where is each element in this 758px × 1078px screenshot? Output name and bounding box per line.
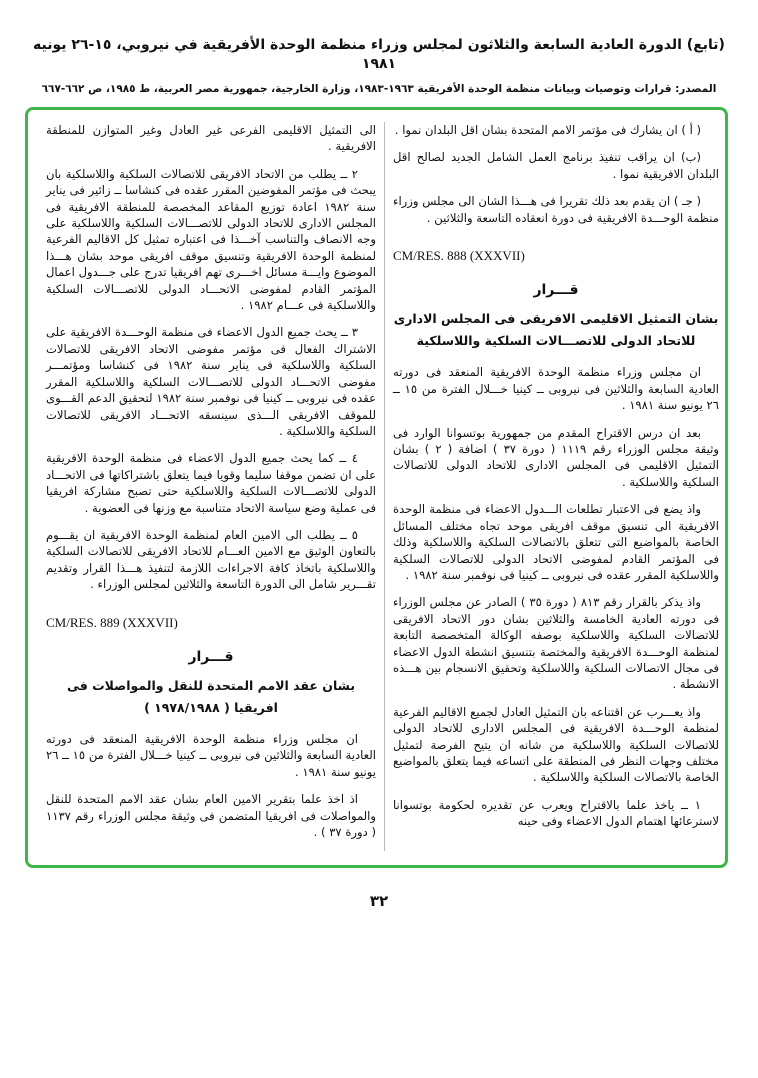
resolution-code-888: CM/RES. 888 (XXXVII) [393, 248, 525, 264]
paragraph-text: واذ يذكر بالقرار رقم ٨١٣ ( دورة ٣٥ ) الصادر عن مجلس الوزراء فى دورته العادية الخامسة والثلاثين بشان دور الاتحاد الافريقى للاتصالات السلكية واللاسلكية بوصفه الوكالة المتخصصة التابعة لمنظمة الوحـــدة الافريقية والمختصة بتنسيق انشطة الدول الاعضاء فى مجال الاتصالات السلكية واللاسلكية وتحقيق الانسجام بين هـــذه الانشطة . [393, 595, 719, 692]
item-text: ( جـ ) ان يقدم بعد ذلك تقريرا فى هـــذا الشان الى مجلس وزراء منظمة الوحـــدة الافريقية فى دورة انعقاده التاسعة والثلاثين . [393, 194, 719, 225]
paragraph-text: ٢ ــ يطلب من الاتحاد الافريقى للاتصالات السلكية واللاسلكية بان يبحث فى مؤتمر المفوضين المقرر عقده فى كنشاسا ــ زائير فى يناير سنة ١٩٨٢ اعادة توزيع المقاعد المخصصة للمنطقة الافريقية فى المجلس الادارى للاتحاد الدولى للاتصـــالات السلكية واللاسلكية على وجه الانصاف والتناسب آخـــذا فى اعتباره تمثيل كل الاقاليم الفرعية لمنظمة الوحدة الافريقية وتنسيق موقف افريقى موحد بشان هـــذا الموضوع وايـــة مسائل اخـــرى تهم افريقيا تدرج على جـــدول اعمال المؤتمر القادم لمفوضى الاتحـــاد الدولى للاتصـــالات السلكية واللاسلكية فى عـــام ١٩٨٢ . [46, 166, 376, 313]
paragraph-text: ١ ــ ياخذ علما بالاقتراح ويعرب عن تقديره لحكومة بوتسوانا لاسترعائها اهتمام الدول الاعضاء وفى حينه [393, 797, 719, 829]
paragraph-text: اذ اخذ علما بتقرير الامين العام بشان عقد الامم المتحدة للنقل والمواصلات فى افريقيا المتضمن فى وثيقة مجلس الوزراء رقم ١١٣٧ ( دورة ٣٧ ) . [46, 792, 376, 839]
item-text: (ب) ان يراقب تنفيذ برنامج العمل الشامل الجديد لصالح اقل البلدان الافريقية نموا . [393, 150, 719, 181]
paragraph [393, 797, 719, 830]
paragraph [46, 324, 376, 439]
column-divider [384, 122, 385, 851]
item-text: ( أ ) ان يشارك فى مؤتمر الامم المتحدة بشان اقل البلدان نموا . [394, 123, 701, 137]
page-frame [25, 107, 728, 868]
page-number: ٣٢ [369, 892, 389, 911]
paragraph-text: الى التمثيل الاقليمى الفرعى غير العادل وغير المتوازن للمنطقة الافريقية . [46, 123, 376, 154]
left-column [46, 122, 376, 851]
header-source: المصدر: قرارات وتوصيات وبيانات منظمة الوحدة الأفريقية ١٩٦٣-١٩٨٣، وزارة الخارجية، جمهورية مصر العربية، ط ١٩٨٥، ص ٦٦٢-٦٦٧ [41, 83, 717, 95]
resolution-code-889: CM/RES. 889 (XXXVII) [46, 614, 178, 630]
paragraph [46, 527, 376, 593]
paragraph [46, 731, 376, 780]
paragraph [393, 501, 719, 583]
decision-heading: قـــرار [188, 648, 234, 665]
resolution-title-line1: بشان التمثيل الاقليمى الافريقى فى المجلس الادارى [393, 311, 719, 327]
paragraph-text: ٥ ــ يطلب الى الامين العام لمنظمة الوحدة الافريقية ان يقـــوم بالتعاون الوثيق مع الامين العـــام للاتحاد الافريقى للاتصالات السلكية واللاسلكية باتخاذ كافة الاجراءات اللازمة لتنفيذ هـــذا القرار وتقديم تقـــرير شامل الى الدورة التاسعة والثلاثين لمجلس الوزراء . [46, 527, 376, 592]
paragraph-text: ان مجلس وزراء منظمة الوحدة الافريقية المنعقد فى دورته العادية السابعة والثلاثين فى نيروبى ــ كينيا خـــلال الفترة من ١٥ ــ ٢٦ يونيو سنة ١٩٨١ . [393, 365, 719, 413]
header-title: (تابع) الدورة العادية السابعة والثلاثون لمجلس وزراء منظمة الوحدة الأفريقية في نيروبي، ١٥-٢٦ يونيه ١٩٨١ [33, 37, 725, 72]
item-b [393, 149, 719, 182]
paragraph [393, 364, 719, 413]
paragraph-text: ان مجلس وزراء منظمة الوحدة الافريقية المنعقد فى دورته العادية السابعة والثلاثين فى نيروبى ــ كينيا خـــلال الفترة من ١٥ ــ ٢٦ يونيو سنة ١٩٨١ . [46, 731, 376, 779]
paragraph [46, 791, 376, 840]
paragraph-text: بعد ان درس الاقتراح المقدم من جمهورية بوتسوانا الوارد فى وثيقة مجلس الوزراء رقم ١١١٩ ( دورة ٣٧ ) اضافة ( ٢ ) بشان التمثيل الاقليمى فى المجلس الادارى للاتحاد الدولى للاتصالات السلكية واللاسلكية . [393, 425, 719, 489]
resolution-title-line2: افريقيا ( ١٩٧٨/١٩٨٨ ) [144, 699, 278, 715]
item-a [393, 122, 719, 138]
paragraph-text: ٤ ــ كما يحث جميع الدول الاعضاء فى منظمة الوحدة الافريقية على ان تضمن موقفا سليما وقويا فيما يتعلق باشتراكاتها فى الاتحـــاد الدولى للاتصـــالات السلكية واللاسلكية حتى تصبح مشاركة افريقيا فى عملية وضع سياسة الاتحاد متناسبة مع وزنها فى العضوية . [46, 451, 376, 515]
item-c [393, 193, 719, 226]
paragraph [393, 594, 719, 692]
paragraph-text: ٣ ــ يحث جميع الدول الاعضاء فى منظمة الوحـــدة الافريقية على الاشتراك الفعال فى مؤتمر مفوضى الاتحاد الافريقى للاتصالات السلكية واللاسلكية فى يناير سنة ١٩٨٢ فى كنشاسا ومؤتمـــر مفوضى الاتحـــاد الدولى للاتصـــالات السلكية واللاسلكية المقرر عقده فى نيروبى ــ كينيا فى نوفمبر سنة ١٩٨٢ لتحقيق الدعم القـــوى للموقف الافريقى الـــذى سينسقه الاتحـــاد الافريقى للاتصالات السلكية واللاسلكية . [46, 325, 376, 438]
paragraph-text: واذ يضع فى الاعتبار تطلعات الـــدول الاعضاء فى منظمة الوحدة الافريقية الى تنسيق موقف افريقى موحد تجاه مختلف المسائل الخاصة بالمواضيع التى تتعلق بالاتصالات السلكية واللاسلكية وذلك فى المؤتمر القادم لمفوضى الاتحاد الدولى للاتصالات السلكية واللاسلكية المقرر عقده فى نيروبى ــ كينيا فى نوفمبر سنة ١٩٨٢ . [393, 502, 719, 582]
resolution-title-line2: للاتحاد الدولى للاتصـــالات السلكية واللاسلكية [416, 333, 696, 349]
paragraph [46, 450, 376, 516]
paragraph [46, 122, 376, 155]
paragraph [393, 425, 719, 491]
paragraph [393, 704, 719, 786]
page-header [0, 0, 758, 97]
paragraph [46, 166, 376, 314]
resolution-title-line1: بشان عقد الامم المتحدة للنقل والمواصلات فى [66, 677, 356, 693]
decision-heading: قـــرار [533, 282, 579, 299]
right-column [393, 122, 719, 851]
paragraph-text: واذ يعـــرب عن اقتناعه بان التمثيل العادل لجميع الاقاليم الفرعية لمنظمة الوحـــدة الافريقية فى المجلس الادارى للاتحاد الدولى للاتصالات السلكية واللاسلكية من شانه ان يتيح الفرصة لتمثيل مختلف وجهات النظر فى المنطقة على اتساعه فيما يتعلق بالمواضيع الخاصة بالاتصالات السلكية واللاسلكية . [393, 704, 719, 785]
